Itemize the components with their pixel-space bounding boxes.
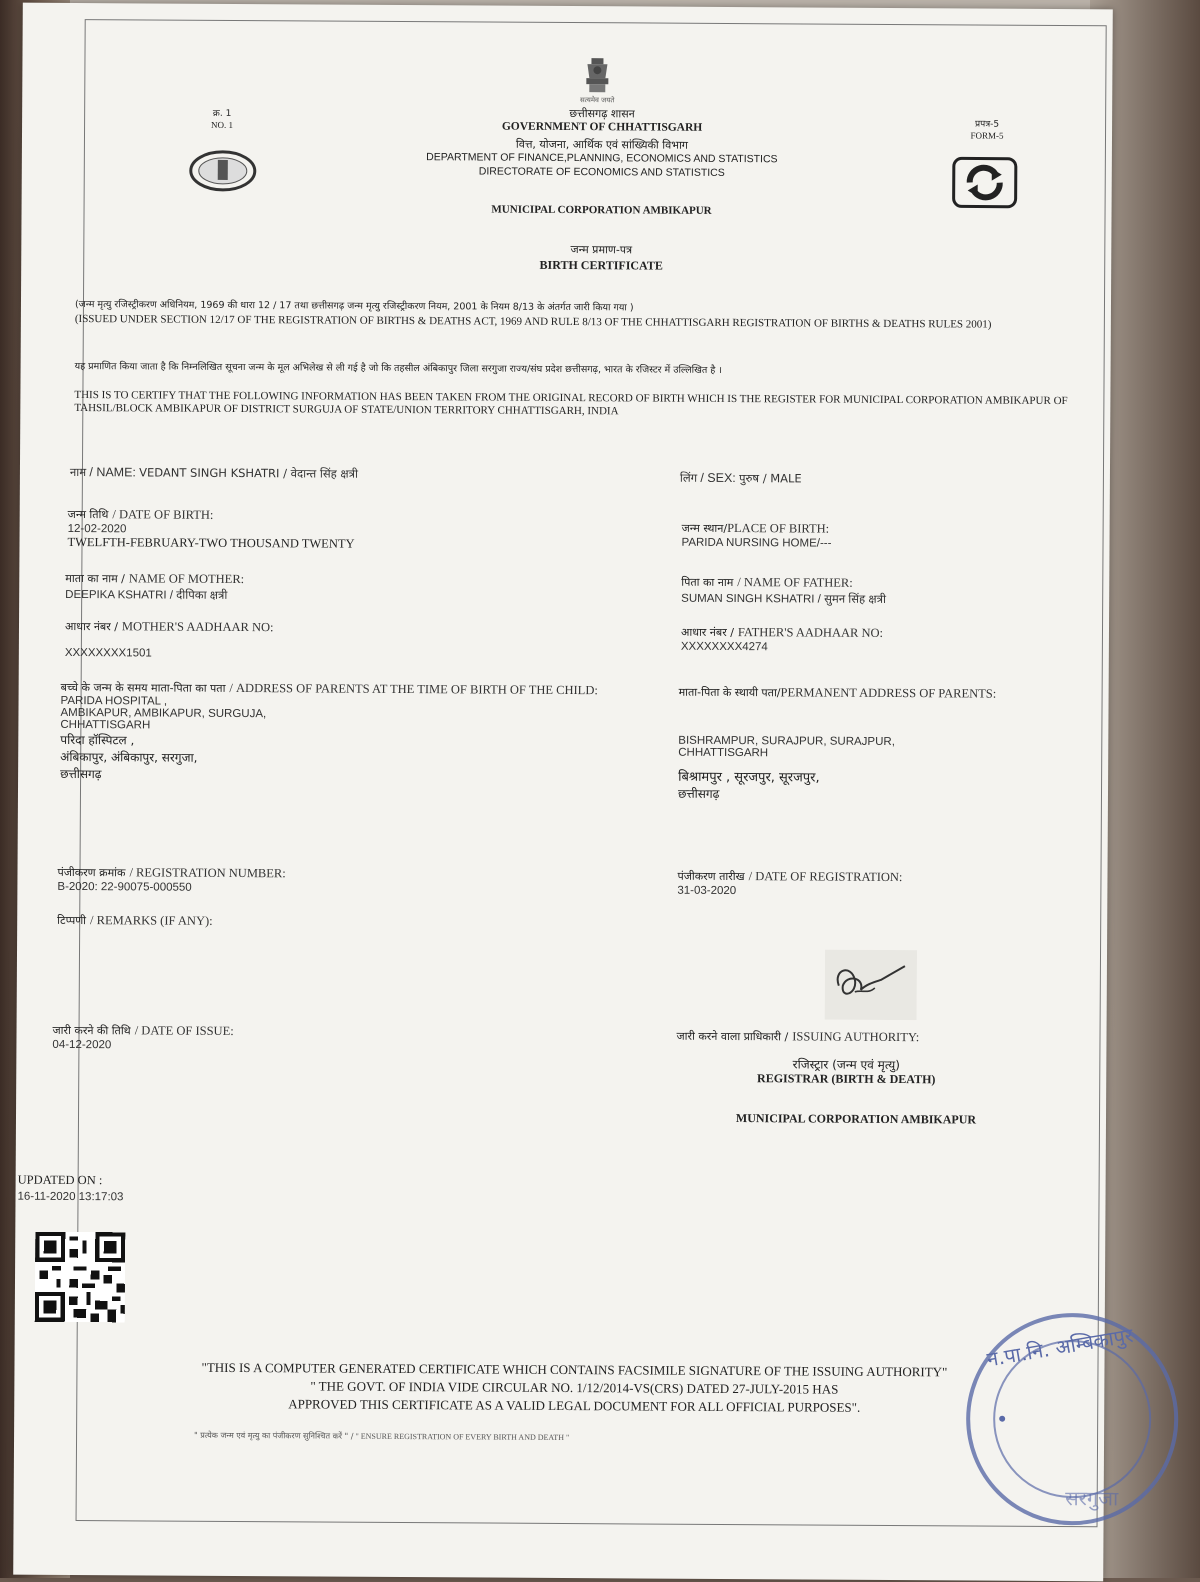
sex-label-hindi: लिंग <box>679 470 698 485</box>
name-label-hindi: नाम <box>69 464 87 480</box>
father-label-hindi: पिता का नाम <box>681 575 734 590</box>
birth-address-line-3: CHHATTISGARH <box>60 718 151 732</box>
registration-date-value: 31-03-2020 <box>677 884 737 898</box>
issuing-authority-label: ISSUING AUTHORITY: <box>792 1029 920 1045</box>
seal-text-bottom: सरगुजा <box>1065 1486 1119 1511</box>
dob-field <box>67 505 627 553</box>
birth-address-label-hindi: बच्चे के जन्म के समय माता-पिता का पता <box>60 680 226 695</box>
permanent-address-label-hindi: माता-पिता के स्थायी पता/ <box>678 685 781 700</box>
father-label: / NAME OF FATHER: <box>737 575 853 590</box>
registration-date-field <box>677 867 1097 900</box>
municipal-name: MUNICIPAL CORPORATION AMBIKAPUR <box>491 203 712 217</box>
issue-date-label-hindi: जारी करने की तिथि <box>52 1023 131 1038</box>
issue-date-field <box>52 1021 552 1054</box>
mother-name-field <box>65 569 625 605</box>
mother-name-value: DEEPIKA KSHATRI / दीपिका क्षत्री <box>65 588 228 602</box>
dept-hindi: वित्त, योजना, आर्थिक एवं सांख्यिकी विभाग <box>515 137 689 152</box>
registrar-hindi: रजिस्ट्रार (जन्म एवं मृत्यु) <box>792 1057 901 1073</box>
pob-field <box>681 519 1081 551</box>
father-aadhaar-label: FATHER'S AADHAAR NO: <box>737 625 884 640</box>
mother-aadhaar-label: MOTHER'S AADHAAR NO: <box>121 619 274 635</box>
issuing-authority-label-hindi: जारी करने वाला प्राधिकारी / <box>676 1029 789 1044</box>
emblem-caption: सत्यमेव जयते <box>580 96 615 105</box>
footer-computer-generated: "THIS IS A COMPUTER GENERATED CERTIFICATE WHICH CONTAINS FACSIMILE SIGNATURE OF THE ISSUING AUTHORITY" <box>201 1359 948 1380</box>
dob-label-hindi: जन्म तिथि <box>67 507 109 522</box>
pob-label: PLACE OF BIRTH: <box>727 520 830 536</box>
father-name-value: SUMAN SINGH KSHATRI / सुमन सिंह क्षत्री <box>681 592 886 606</box>
number-hindi: क्र. 1 <box>212 108 232 119</box>
certify-english: THIS IS TO CERTIFY THAT THE FOLLOWING INFORMATION HAS BEEN TAKEN FROM THE ORIGINAL RECORD OF BIRTH WHICH IS THE REGISTER FOR MUNICIPAL CORPORATION AMBIKAPUR OF TAHSIL/BLOCK AMBIKAPUR OF DISTRICT SURGUJA OF STATE/UNION TERRITORY CHHATTISGARH, INDIA <box>74 389 1068 418</box>
crs-logo-icon <box>952 156 1018 208</box>
certify-hindi: यह प्रमाणित किया जाता है कि निम्नलिखित सूचना जन्म के मूल अभिलेख से ली गई है जो कि तहसील अंबिकापुर जिला सरगुजा राज्य/संघ प्रदेश छत्तीसगढ़, भारत के रजिस्टर में उल्लिखित है । <box>74 361 723 376</box>
mother-aadhaar-value: XXXXXXXX1501 <box>64 646 152 660</box>
birth-address-label: / ADDRESS OF PARENTS AT THE TIME OF BIRTH OF THE CHILD: <box>229 680 598 698</box>
registration-number-label: / REGISTRATION NUMBER: <box>129 865 286 881</box>
govt-english: GOVERNMENT OF CHHATTISGARH <box>501 120 703 134</box>
form-hindi: प्रपत्र-5 <box>974 119 1000 130</box>
qr-code-icon[interactable] <box>35 1231 126 1324</box>
updated-on-value: 16-11-2020 13:17:03 <box>17 1190 124 1204</box>
father-aadhaar-label-hindi: आधार नंबर / <box>680 625 734 640</box>
father-aadhaar-value: XXXXXXXX4274 <box>680 640 768 654</box>
birth-address-hindi-3: छत्तीसगढ़ <box>60 766 102 782</box>
father-name-field <box>681 573 1081 608</box>
pob-value: PARIDA NURSING HOME/--- <box>681 536 832 550</box>
permanent-address-field <box>678 683 1099 805</box>
remarks-field <box>57 911 457 931</box>
municipal-seal-stamp <box>962 1308 1183 1529</box>
registration-date-label-hindi: पंजीकरण तारीख <box>677 869 745 884</box>
birth-address-hindi-1: परिदा हॉस्पिटल , <box>60 732 135 748</box>
footer-ensure-hindi: " प्रत्येक जन्म एवं मृत्यु का पंजीकरण सुनिश्चित करें " / <box>194 1430 354 1441</box>
issue-date-label: / DATE OF ISSUE: <box>134 1023 234 1038</box>
permanent-address-hindi-2: छत्तीसगढ़ <box>677 786 720 801</box>
sex-value: पुरुष / MALE <box>738 471 802 486</box>
issuing-authority-field <box>676 1027 1096 1048</box>
page-title: BIRTH CERTIFICATE <box>539 257 663 273</box>
updated-on-label: UPDATED ON : <box>17 1172 103 1188</box>
state-seal-icon <box>189 150 257 192</box>
issued-under-english: (ISSUED UNDER SECTION 12/17 OF THE REGISTRATION OF BIRTHS & DEATHS ACT, 1969 AND RULE 8/13 OF THE CHHATTISGARH REGISTRATION OF BIRTHS & DEATHS RULES 2001) <box>74 313 992 331</box>
dob-in-words: TWELFTH-FEBRUARY-TWO THOUSAND TWENTY <box>67 534 355 551</box>
mother-label-hindi: माता का नाम / <box>65 571 125 586</box>
remarks-label-hindi: टिप्पणी <box>57 913 87 928</box>
mother-aadhaar-field <box>65 617 625 662</box>
form-english: FORM-5 <box>970 130 1004 141</box>
seal-text-top: न.पा.नि. अम्बिकापुर <box>985 1322 1135 1372</box>
permanent-address-line-2: CHHATTISGARH <box>678 746 769 760</box>
footer-ensure-english: " ENSURE REGISTRATION OF EVERY BIRTH AND DEATH " <box>355 1431 570 1443</box>
dob-value: 12-02-2020 <box>67 522 127 536</box>
dept-english: DEPARTMENT OF FINANCE,PLANNING, ECONOMICS AND STATISTICS <box>426 151 778 166</box>
remarks-label: / REMARKS (IF ANY): <box>90 913 213 928</box>
registration-number-label-hindi: पंजीकरण क्रमांक <box>57 865 126 880</box>
permanent-address-line-1: BISHRAMPUR, SURAJPUR, SURAJPUR, <box>678 734 895 749</box>
dob-label: / DATE OF BIRTH: <box>112 507 214 522</box>
registration-number-field <box>57 863 617 896</box>
registrar-english: REGISTRAR (BIRTH & DEATH) <box>757 1071 936 1087</box>
permanent-address-hindi-1: बिश्रामपुर , सूरजपुर, सूरजपुर, <box>678 769 820 786</box>
name-value: VEDANT SINGH KSHATRI / वेदान्त सिंह क्षत्री <box>139 465 359 481</box>
registration-number-value: B-2020: 22-90075-000550 <box>57 880 192 894</box>
issued-under-hindi: (जन्म मृत्यु रजिस्ट्रीकरण अधिनियम, 1969 की धारा 12 / 17 तथा छत्तीसगढ़ जन्म मृत्यु रजिस्ट्रीकरण नियम, 2001 के नियम 8/13 के अंतर्गत जारी किया गया ) <box>74 299 634 314</box>
pob-label-hindi: जन्म स्थान/ <box>681 521 728 535</box>
sex-field <box>680 471 1060 488</box>
father-aadhaar-field <box>681 623 1081 655</box>
directorate-english: DIRECTORATE OF ECONOMICS AND STATISTICS <box>478 165 725 179</box>
registrar-signature <box>825 950 917 1021</box>
registration-date-label: / DATE OF REGISTRATION: <box>748 869 903 885</box>
mother-label: NAME OF MOTHER: <box>128 571 245 587</box>
sex-label: / SEX: <box>700 470 736 486</box>
birth-address-line-2: AMBIKAPUR, AMBIKAPUR, SURGUJA, <box>60 706 267 721</box>
govt-hindi: छत्तीसगढ़ शासन <box>569 107 635 121</box>
footer-circular: " THE GOVT. OF INDIA VIDE CIRCULAR NO. 1/12/2014-VS(CRS) DATED 27-JULY-2015 HAS <box>310 1378 839 1397</box>
certificate-paper <box>13 3 1135 1582</box>
name-label: / NAME: <box>89 465 136 480</box>
birth-address-hindi-2: अंबिकापुर, अंबिकापुर, सरगुजा, <box>60 749 198 765</box>
birth-address-field <box>60 679 661 786</box>
authority-organisation: MUNICIPAL CORPORATION AMBIKAPUR <box>735 1111 977 1127</box>
permanent-address-label: PERMANENT ADDRESS OF PARENTS: <box>780 685 997 701</box>
title-hindi: जन्म प्रमाण-पत्र <box>570 243 633 257</box>
birth-address-line-1: PARIDA HOSPITAL , <box>60 694 168 708</box>
mother-aadhaar-label-hindi: आधार नंबर / <box>64 619 118 634</box>
issue-date-value: 04-12-2020 <box>52 1038 112 1052</box>
number-english: NO. 1 <box>211 119 234 130</box>
footer-approved: APPROVED THIS CERTIFICATE AS A VALID LEGAL DOCUMENT FOR ALL OFFICIAL PURPOSES". <box>288 1396 861 1415</box>
